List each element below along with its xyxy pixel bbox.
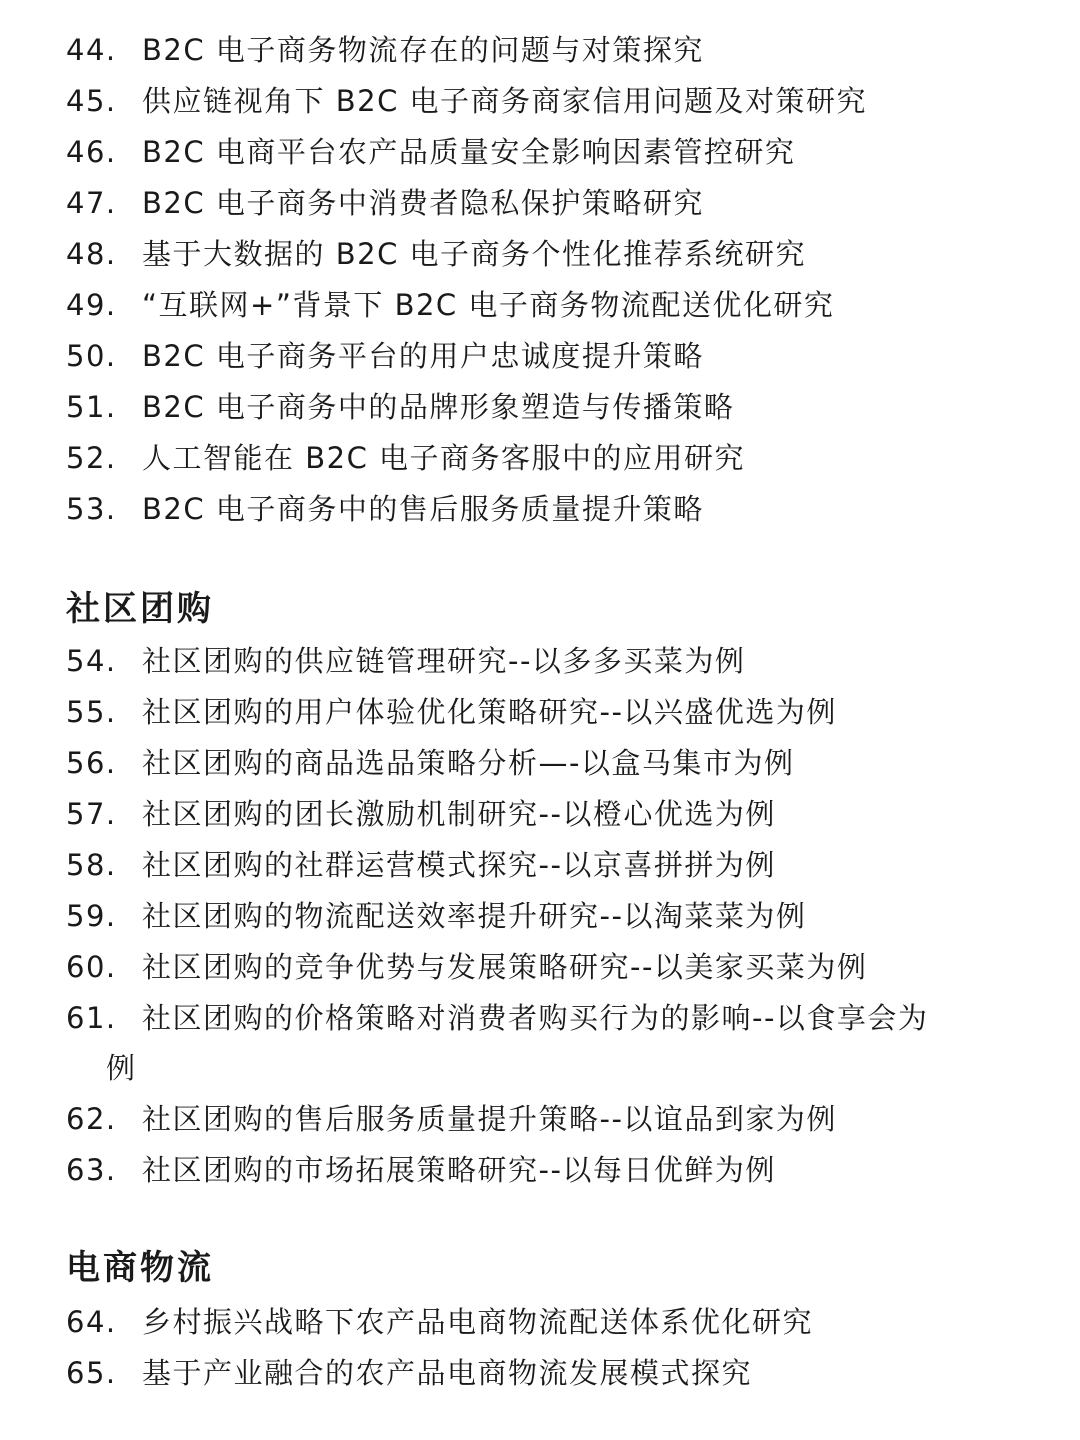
item-text: 社区团购的商品选品策略分析—-以盒马集市为例 bbox=[142, 746, 795, 780]
list-item bbox=[66, 438, 745, 478]
item-text: 社区团购的社群运营模式探究--以京喜拼拼为例 bbox=[142, 848, 776, 882]
list-item bbox=[66, 336, 704, 376]
item-number: 54. bbox=[66, 644, 117, 678]
item-text: 基于产业融合的农产品电商物流发展模式探究 bbox=[142, 1356, 753, 1390]
list-item bbox=[66, 896, 806, 936]
item-text: B2C 电商平台农产品质量安全影响因素管控研究 bbox=[142, 135, 796, 169]
list-item bbox=[66, 845, 776, 885]
item-text: 社区团购的竞争优势与发展策略研究--以美家买菜为例 bbox=[142, 950, 868, 984]
item-text: 社区团购的物流配送效率提升研究--以淘菜菜为例 bbox=[142, 899, 807, 933]
item-number: 48. bbox=[66, 237, 117, 271]
item-number: 61. bbox=[66, 1001, 117, 1035]
list-item bbox=[66, 692, 837, 732]
item-text: 人工智能在 B2C 电子商务客服中的应用研究 bbox=[142, 441, 746, 475]
list-item bbox=[66, 1099, 837, 1139]
item-number: 65. bbox=[66, 1356, 117, 1390]
list-item bbox=[66, 947, 867, 987]
item-text: “互联网+”背景下 B2C 电子商务物流配送优化研究 bbox=[142, 288, 835, 322]
item-text: 社区团购的市场拓展策略研究--以每日优鲜为例 bbox=[142, 1153, 776, 1187]
item-number: 44. bbox=[66, 33, 117, 67]
section-heading-logistics: 电商物流 bbox=[66, 1248, 214, 1288]
list-item bbox=[66, 998, 928, 1038]
item-text: 社区团购的用户体验优化策略研究--以兴盛优选为例 bbox=[142, 695, 837, 729]
item-number: 62. bbox=[66, 1102, 117, 1136]
item-number: 58. bbox=[66, 848, 117, 882]
item-number: 50. bbox=[66, 339, 117, 373]
item-number: 56. bbox=[66, 746, 117, 780]
item-text: B2C 电子商务中的品牌形象塑造与传播策略 bbox=[142, 390, 735, 424]
item-text: 社区团购的价格策略对消费者购买行为的影响--以食享会为 bbox=[142, 1001, 929, 1035]
item-number: 46. bbox=[66, 135, 117, 169]
item-text: 乡村振兴战略下农产品电商物流配送体系优化研究 bbox=[142, 1305, 814, 1339]
item-text: B2C 电子商务中的售后服务质量提升策略 bbox=[142, 492, 704, 526]
item-number: 57. bbox=[66, 797, 117, 831]
item-text: B2C 电子商务平台的用户忠诚度提升策略 bbox=[142, 339, 704, 373]
list-item bbox=[66, 489, 704, 529]
item-number: 51. bbox=[66, 390, 117, 424]
item-text-continuation: 例 bbox=[106, 1051, 137, 1085]
list-item bbox=[66, 743, 794, 783]
item-number: 49. bbox=[66, 288, 117, 322]
list-item bbox=[66, 132, 795, 172]
item-text: 社区团购的供应链管理研究--以多多买菜为例 bbox=[142, 644, 746, 678]
list-item bbox=[66, 1150, 776, 1190]
item-text: 基于大数据的 B2C 电子商务个性化推荐系统研究 bbox=[142, 237, 807, 271]
list-item bbox=[66, 794, 776, 834]
item-number: 45. bbox=[66, 84, 117, 118]
item-number: 55. bbox=[66, 695, 117, 729]
item-number: 59. bbox=[66, 899, 117, 933]
item-number: 60. bbox=[66, 950, 117, 984]
item-number: 47. bbox=[66, 186, 117, 220]
item-number: 52. bbox=[66, 441, 117, 475]
list-item bbox=[66, 234, 806, 274]
list-item bbox=[66, 183, 704, 223]
list-item bbox=[66, 285, 834, 325]
item-text: 社区团购的团长激励机制研究--以橙心优选为例 bbox=[142, 797, 776, 831]
item-text: B2C 电子商务中消费者隐私保护策略研究 bbox=[142, 186, 704, 220]
list-item bbox=[66, 1353, 752, 1393]
item-text: 供应链视角下 B2C 电子商务商家信用问题及对策研究 bbox=[142, 84, 868, 118]
item-number: 53. bbox=[66, 492, 117, 526]
item-number: 64. bbox=[66, 1305, 117, 1339]
list-item bbox=[66, 30, 704, 70]
section-heading-community: 社区团购 bbox=[66, 589, 214, 629]
list-item bbox=[66, 387, 734, 427]
list-item bbox=[66, 641, 745, 681]
item-number: 63. bbox=[66, 1153, 117, 1187]
item-text: 社区团购的售后服务质量提升策略--以谊品到家为例 bbox=[142, 1102, 837, 1136]
item-text: B2C 电子商务物流存在的问题与对策探究 bbox=[142, 33, 704, 67]
list-item bbox=[66, 1302, 813, 1342]
list-item bbox=[66, 81, 867, 121]
